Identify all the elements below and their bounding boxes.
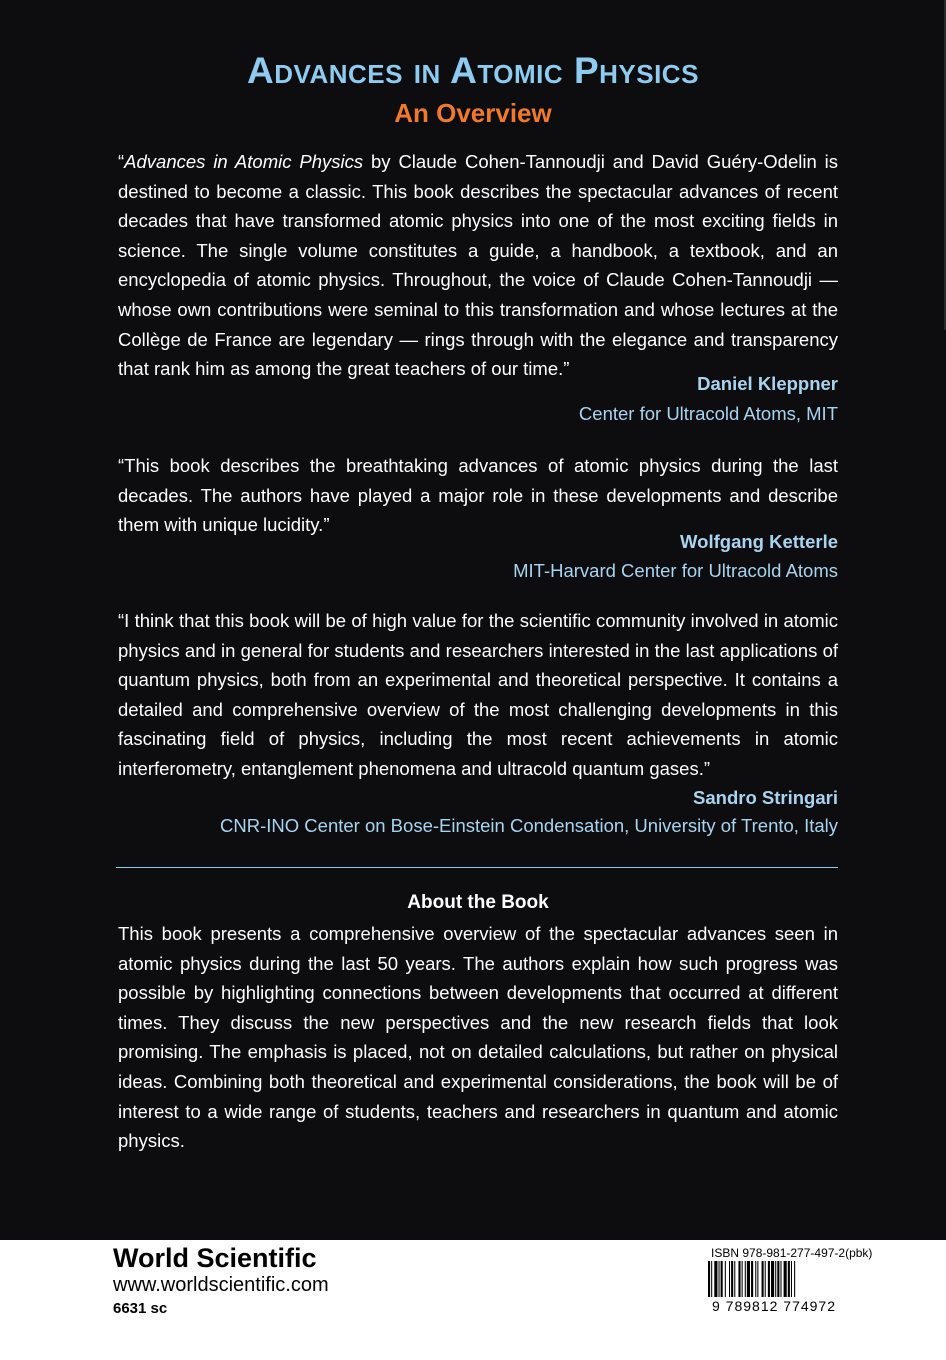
quote-3-affiliation: CNR-INO Center on Bose-Einstein Condensation, University of Trento, Italy: [220, 815, 838, 836]
quote-1-open-mark: “: [118, 151, 125, 172]
publisher-url: www.worldscientific.com: [113, 1274, 329, 1296]
book-subtitle: An Overview: [394, 98, 552, 128]
quote-3-text: “I think that this book will be of high value for the scientific community involved in atomic physics and in general for students and researchers interested in the last applications of quantum physics, both from an experimental and theoretical perspective. It contains a detailed and comprehensive overview of the most challenging developments in this fascinating field of physics, including the most recent achievements in atomic interferometry, entanglement phenomena and ultracold quantum gases.”: [118, 610, 838, 779]
about-heading: About the Book: [407, 892, 549, 913]
quote-1-body: by Claude Cohen-Tannoudji and David Guéry-Odelin is destined to become a classic. This book describes the spectacular advances of recent decades that have transformed atomic physics into one of the most exciting fields in science. The single volume constitutes a guide, a handbook, a textbook, and an encyclopedia of atomic physics. Throughout, the voice of Claude Cohen-Tannoudji — whose own contributions were seminal to this transformation and whose lectures at the Collège de France are legendary — rings through with the elegance and transparency that rank him as among the great teachers of our time.”: [118, 151, 838, 380]
catalog-code: 6631 sc: [113, 1300, 168, 1317]
quote-2-author: Wolfgang Ketterle: [680, 531, 838, 552]
isbn-label: ISBN 978-981-277-497-2(pbk): [711, 1246, 873, 1260]
quote-2-text: “This book describes the breathtaking advances of atomic physics during the last decades. The authors have played a major role in these developments and describe them with unique lucidity.”: [118, 455, 838, 536]
publisher-name: World Scientific: [113, 1243, 317, 1273]
book-title: Advances in Atomic Physics: [247, 50, 699, 91]
quote-2-affiliation: MIT-Harvard Center for Ultracold Atoms: [513, 560, 838, 581]
barcode-number: 9 789812 774972: [712, 1298, 836, 1314]
quote-1-book-title: Advances in Atomic Physics: [124, 151, 364, 172]
quote-1-affiliation: Center for Ultracold Atoms, MIT: [578, 403, 838, 424]
about-text: This book presents a comprehensive overview of the spectacular advances seen in atomic physics during the last 50 years. The authors explain how such progress was possible by highlighting connections between developments that occurred at different times. They discuss the new perspectives and the new research fields that look promising. The emphasis is placed, not on detailed calculations, but rather on physical ideas. Combining both theoretical and experimental considerations, the book will be of interest to a wide range of students, teachers and researchers in quantum and atomic physics.: [118, 923, 838, 1152]
quote-1-author: Daniel Kleppner: [697, 373, 838, 394]
quote-1-text: [118, 147, 838, 384]
quote-3-author: Sandro Stringari: [693, 787, 838, 808]
section-divider: [116, 867, 838, 868]
